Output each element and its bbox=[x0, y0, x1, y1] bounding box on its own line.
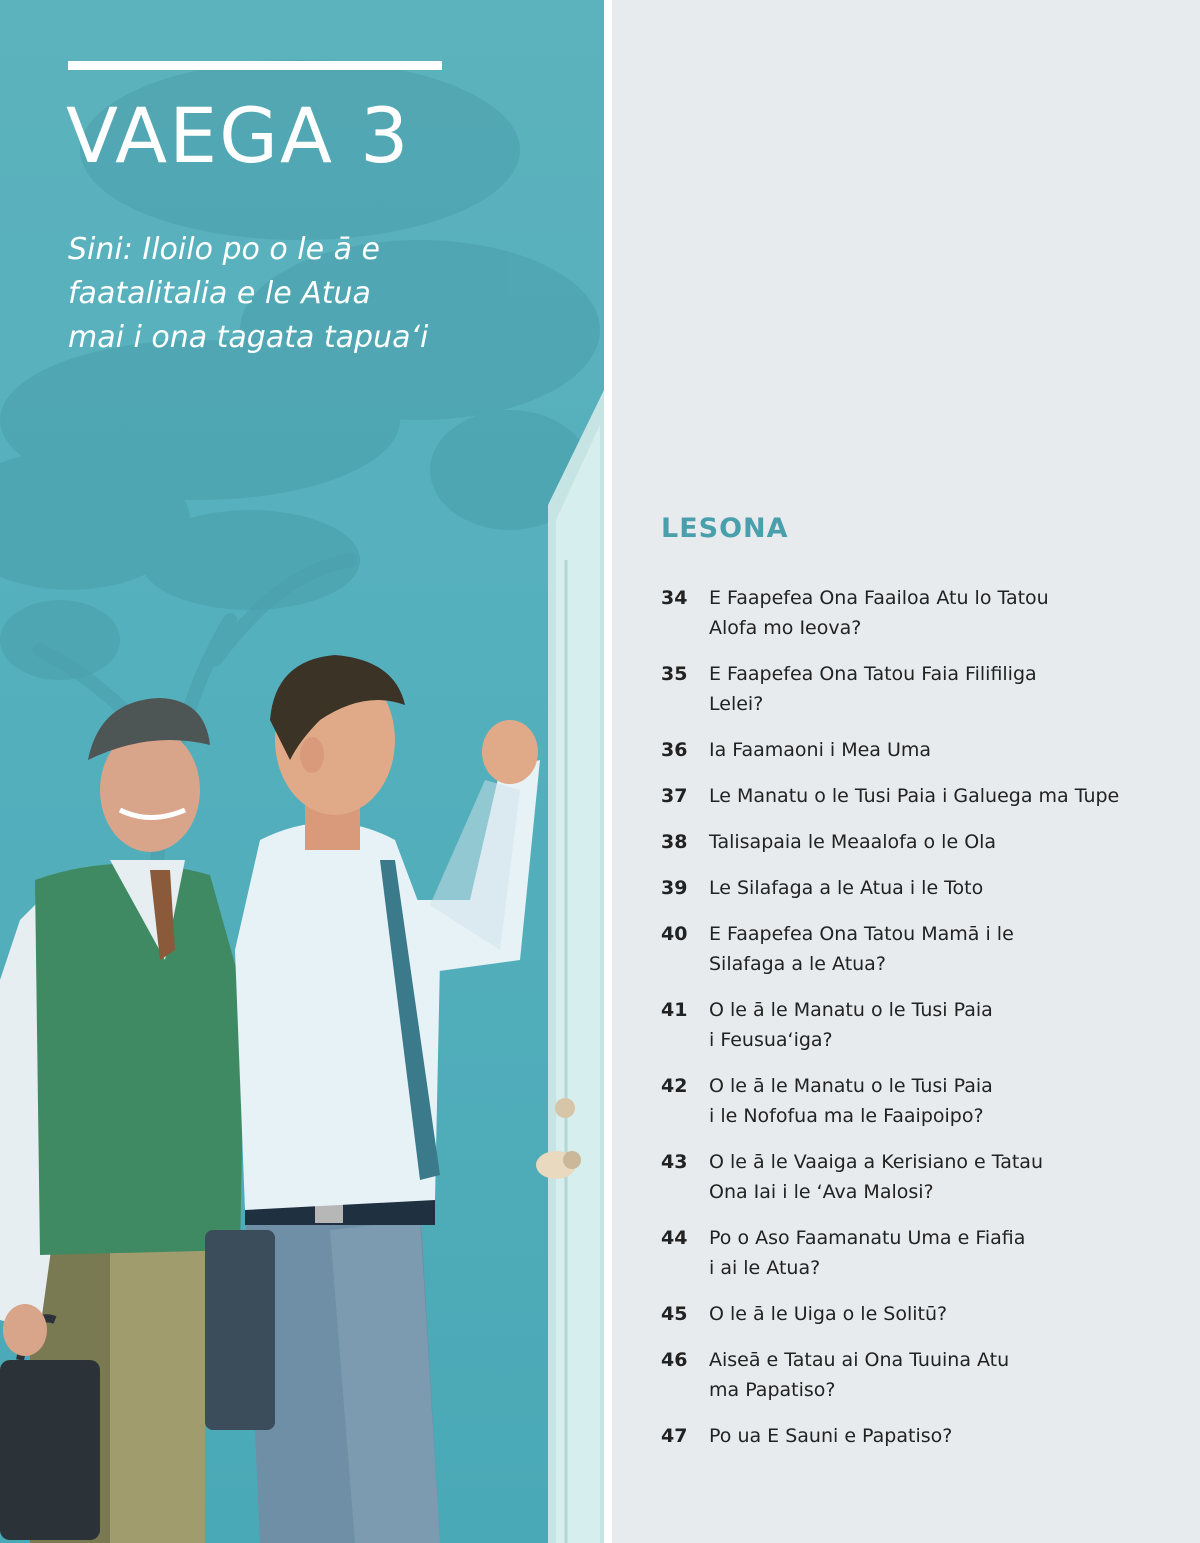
lesson-title bbox=[709, 781, 1119, 811]
lessons-panel bbox=[612, 0, 1200, 1543]
lesson-title-line: O le ā le Manatu o le Tusi Paia bbox=[709, 999, 993, 1021]
lesson-title-line: Ia Faamaoni i Mea Uma bbox=[709, 739, 932, 761]
lesson-title-line: i le Nofofua ma le Faaipoipo? bbox=[709, 1105, 984, 1127]
part-subtitle bbox=[68, 228, 488, 360]
lesson-number: 47 bbox=[661, 1425, 688, 1447]
lesson-title bbox=[709, 1299, 947, 1329]
lesson-title bbox=[709, 735, 931, 765]
panel-divider bbox=[604, 0, 612, 1543]
lesson-title-line: Po ua E Sauni e Papatiso? bbox=[709, 1425, 953, 1447]
lesson-number: 44 bbox=[661, 1227, 688, 1249]
lesson-item[interactable] bbox=[661, 781, 1191, 811]
lesson-number: 43 bbox=[661, 1151, 688, 1173]
lesson-title-line: Le Silafaga a le Atua i le Toto bbox=[709, 877, 984, 899]
lesson-title bbox=[709, 995, 993, 1055]
lesson-number: 45 bbox=[661, 1303, 688, 1325]
lesson-title-line: O le ā le Uiga o le Solitū? bbox=[709, 1303, 948, 1325]
lesson-item[interactable] bbox=[661, 1421, 1191, 1451]
lesson-number: 36 bbox=[661, 739, 688, 761]
lesson-title bbox=[709, 1345, 1009, 1405]
lesson-title-line: E Faapefea Ona Tatou Faia Filifiliga bbox=[709, 663, 1037, 685]
lesson-item[interactable] bbox=[661, 873, 1191, 903]
lesson-item[interactable] bbox=[661, 1071, 1191, 1131]
lesson-number: 42 bbox=[661, 1075, 688, 1097]
lesson-number: 38 bbox=[661, 831, 688, 853]
lesson-number: 35 bbox=[661, 663, 688, 685]
lesson-item[interactable] bbox=[661, 1299, 1191, 1329]
lesson-number: 39 bbox=[661, 877, 688, 899]
lessons-heading: LESONA bbox=[661, 513, 789, 544]
lesson-item[interactable] bbox=[661, 919, 1191, 979]
lesson-item[interactable] bbox=[661, 583, 1191, 643]
lesson-title-line: O le ā le Vaaiga a Kerisiano e Tatau bbox=[709, 1151, 1043, 1173]
lesson-title-line: Aiseā e Tatau ai Ona Tuuina Atu bbox=[709, 1349, 1010, 1371]
lesson-title bbox=[709, 1071, 993, 1131]
lesson-title-line: Silafaga a le Atua? bbox=[709, 953, 886, 975]
lesson-title-line: E Faapefea Ona Faailoa Atu lo Tatou bbox=[709, 587, 1049, 609]
lesson-title bbox=[709, 1147, 1043, 1207]
lesson-title bbox=[709, 583, 1049, 643]
lesson-title-line: Lelei? bbox=[709, 693, 764, 715]
subtitle-line: Sini: Iloilo po o le ā e bbox=[68, 232, 380, 267]
title-rule bbox=[68, 61, 442, 70]
lesson-title-line: i Feusuaʻiga? bbox=[709, 1029, 833, 1051]
lesson-title bbox=[709, 827, 996, 857]
lesson-list bbox=[661, 583, 1191, 1467]
lesson-title-line: Talisapaia le Meaalofa o le Ola bbox=[709, 831, 997, 853]
lesson-title-line: E Faapefea Ona Tatou Mamā i le bbox=[709, 923, 1014, 945]
lesson-item[interactable] bbox=[661, 995, 1191, 1055]
lesson-title-line: Ona Iai i le ʻAva Malosi? bbox=[709, 1181, 934, 1203]
lesson-item[interactable] bbox=[661, 1147, 1191, 1207]
lesson-title bbox=[709, 919, 1014, 979]
lesson-item[interactable] bbox=[661, 659, 1191, 719]
lesson-title-line: i ai le Atua? bbox=[709, 1257, 821, 1279]
lesson-number: 41 bbox=[661, 999, 688, 1021]
lesson-title bbox=[709, 659, 1037, 719]
lesson-item[interactable] bbox=[661, 1223, 1191, 1283]
lesson-number: 40 bbox=[661, 923, 688, 945]
lesson-title bbox=[709, 873, 983, 903]
subtitle-line: faatalitalia e le Atua bbox=[68, 276, 371, 311]
lesson-title bbox=[709, 1421, 952, 1451]
lesson-number: 37 bbox=[661, 785, 688, 807]
lesson-title-line: Po o Aso Faamanatu Uma e Fiafia bbox=[709, 1227, 1026, 1249]
younger-man bbox=[205, 655, 540, 1543]
lesson-item[interactable] bbox=[661, 827, 1191, 857]
lesson-title-line: Alofa mo Ieova? bbox=[709, 617, 862, 639]
lesson-item[interactable] bbox=[661, 735, 1191, 765]
subtitle-line: mai i ona tagata tapuaʻi bbox=[68, 320, 429, 355]
lesson-title-line: O le ā le Manatu o le Tusi Paia bbox=[709, 1075, 993, 1097]
lesson-title-line: ma Papatiso? bbox=[709, 1379, 836, 1401]
part-title: VAEGA 3 bbox=[66, 91, 411, 180]
lesson-title-line: Le Manatu o le Tusi Paia i Galuega ma Tupe bbox=[709, 785, 1120, 807]
door bbox=[536, 390, 604, 1543]
lesson-item[interactable] bbox=[661, 1345, 1191, 1405]
lesson-number: 46 bbox=[661, 1349, 688, 1371]
lesson-title bbox=[709, 1223, 1025, 1283]
lesson-number: 34 bbox=[661, 587, 688, 609]
